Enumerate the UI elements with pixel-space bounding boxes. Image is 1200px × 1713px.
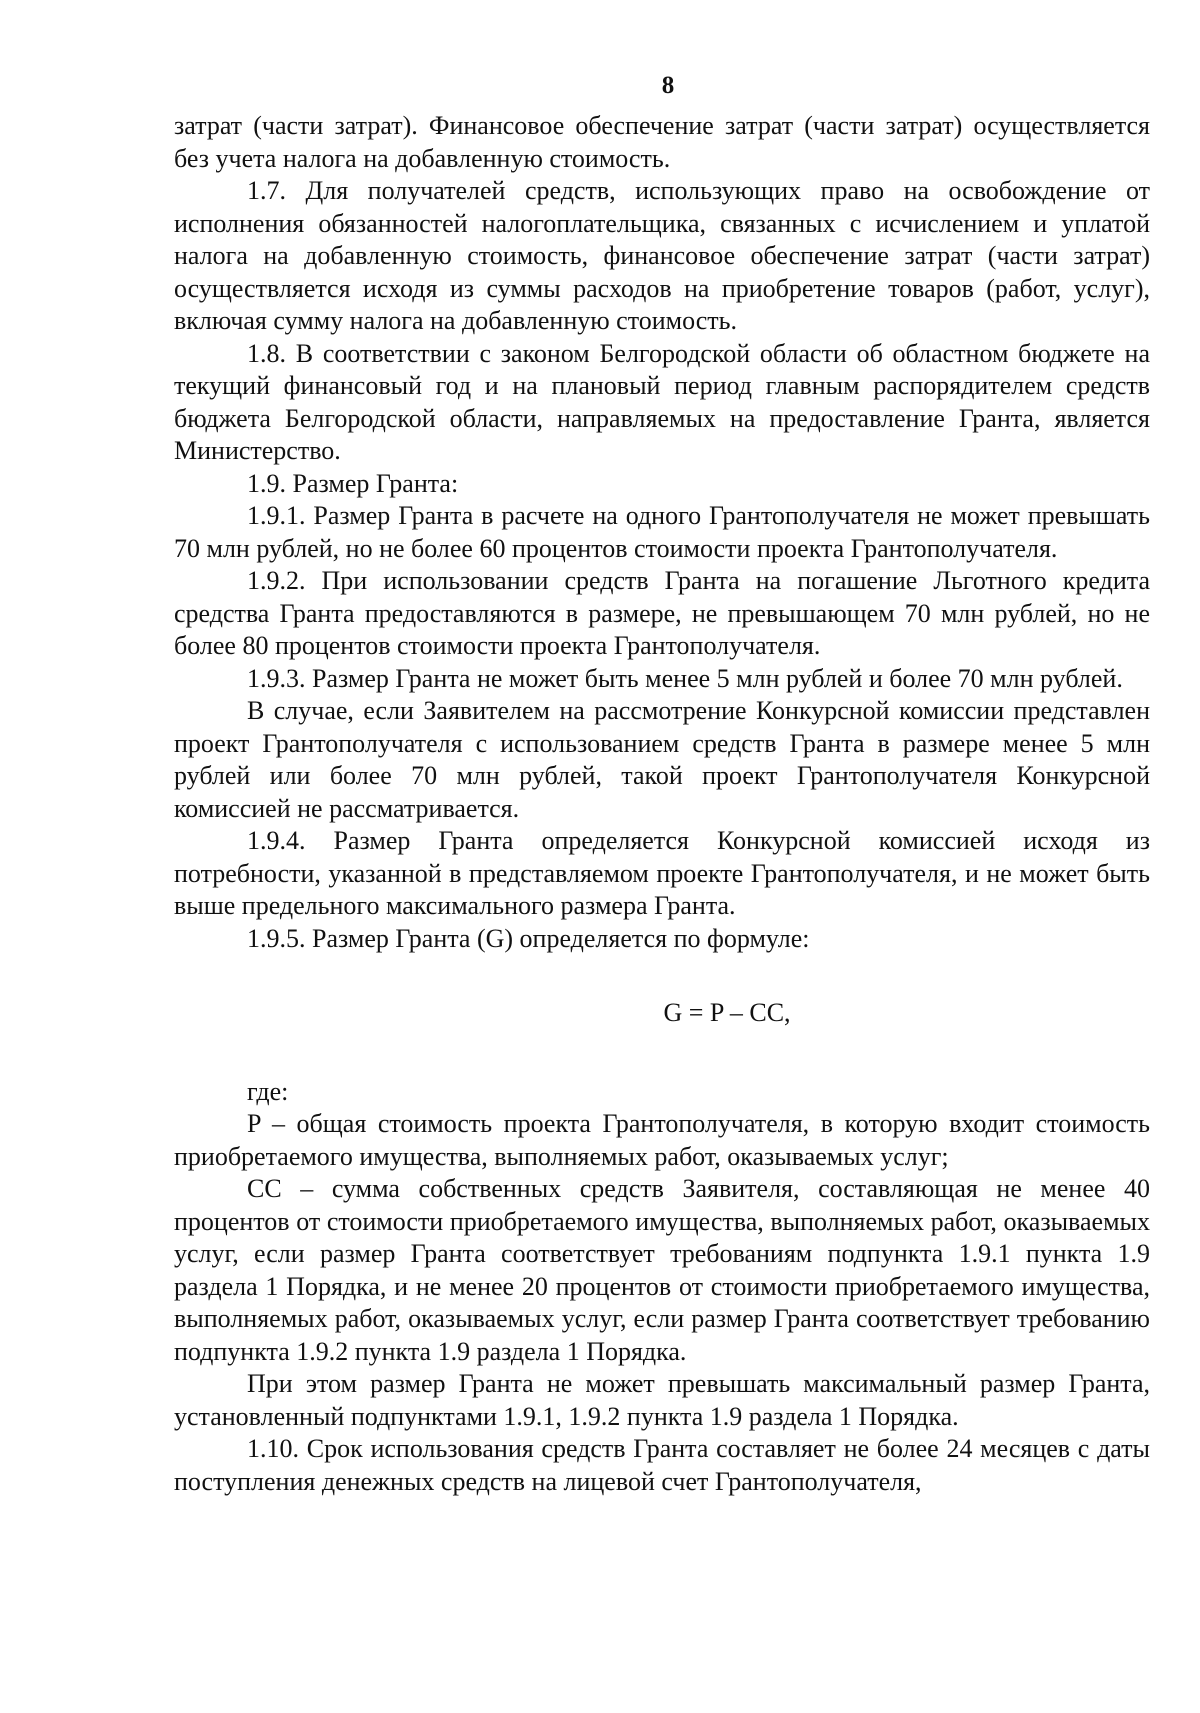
paragraph-where: где: <box>247 1076 289 1106</box>
paragraph-1-8: 1.8. В соответствии с законом Белгородской области об областном бюджете на текущий финансовый год и на плановый период главным распорядителем средств бюджета Белгородской области, направляемых на предоставление Гранта, является Министерство. <box>174 338 1150 465</box>
paragraph-1-9-5: 1.9.5. Размер Гранта (G) определяется по формуле: <box>247 923 810 953</box>
paragraph-1-9-2: 1.9.2. При использовании средств Гранта на погашение Льготного кредита средства Гранта предоставляются в размере, не превышающем 70 млн рублей, но не более 80 процентов стоимости проекта Грантополучателя. <box>174 566 1150 660</box>
paragraph-max-size: При этом размер Гранта не может превышать максимальный размер Гранта, установленный подпунктами 1.9.1, 1.9.2 пункта 1.9 раздела 1 Порядка. <box>174 1369 1150 1431</box>
grant-formula: G = P – CC, <box>663 998 791 1027</box>
paragraph-1-9-3: 1.9.3. Размер Гранта не может быть менее 5 млн рублей и более 70 млн рублей. <box>247 663 1123 693</box>
paragraph-definition-p: P – общая стоимость проекта Грантополучателя, в которую входит стоимость приобретаемого имущества, выполняемых работ, оказываемых услуг; <box>174 1109 1150 1171</box>
paragraph-definition-cc: CC – сумма собственных средств Заявителя, составляющая не менее 40 процентов от стоимости приобретаемого имущества, выполняемых работ, оказываемых услуг, если размер Гранта соответствует требованиям подпункта 1.9.1 пункта 1.9 раздела 1 Порядка, и не менее 20 процентов от стоимости приобретаемого имущества, выполняемых работ, оказываемых услуг, если размер Гранта соответствует требованию подпункта 1.9.2 пункта 1.9 раздела 1 Порядка. <box>174 1174 1150 1366</box>
paragraph-case: В случае, если Заявителем на рассмотрение Конкурсной комиссии представлен проект Грантополучателя с использованием средств Гранта в размере менее 5 млн рублей или более 70 млн рублей, такой проект Грантополучателя Конкурсной комиссией не рассматривается. <box>174 696 1150 823</box>
document-body <box>174 110 1150 1498</box>
paragraph-1-7: 1.7. Для получателей средств, использующих право на освобождение от исполнения обязанностей налогоплательщика, связанных с исчислением и уплатой налога на добавленную стоимость, финансовое обеспечение затрат (части затрат) осуществляется исходя из суммы расходов на приобретение товаров (работ, услуг), включая сумму налога на добавленную стоимость. <box>174 176 1150 335</box>
paragraph-1-9: 1.9. Размер Гранта: <box>247 468 459 498</box>
paragraph-1-9-4: 1.9.4. Размер Гранта определяется Конкурсной комиссией исходя из потребности, указанной в представляемом проекте Грантополучателя, и не может быть выше предельного максимального размера Гранта. <box>174 826 1150 920</box>
page-number: 8 <box>661 72 675 99</box>
paragraph-continuation: затрат (части затрат). Финансовое обеспечение затрат (части затрат) осуществляется без учета налога на добавленную стоимость. <box>174 111 1150 173</box>
paragraph-1-9-1: 1.9.1. Размер Гранта в расчете на одного Грантополучателя не может превышать 70 млн рублей, но не более 60 процентов стоимости проекта Грантополучателя. <box>174 501 1150 563</box>
paragraph-1-10: 1.10. Срок использования средств Гранта составляет не более 24 месяцев с даты поступления денежных средств на лицевой счет Грантополучателя, <box>174 1434 1150 1496</box>
